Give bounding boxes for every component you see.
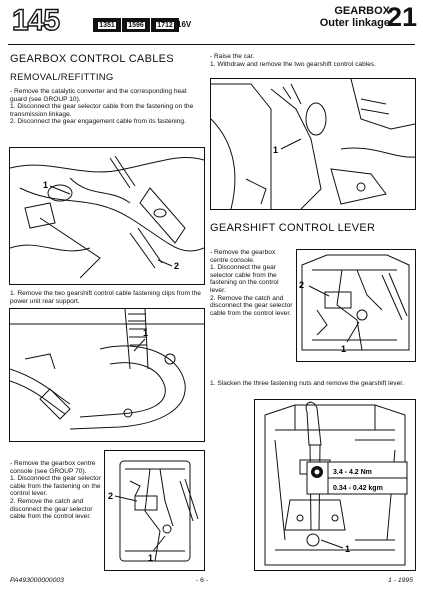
fig6-label-1: 1: [345, 544, 351, 554]
fig4-label-1: 1: [273, 145, 279, 155]
valves-label: 16V: [177, 20, 192, 29]
engine-badge-1: 1351: [93, 18, 121, 32]
engine-badge-3: 1712: [151, 18, 179, 32]
model-logo: 145: [12, 4, 60, 37]
fig1-label-2: 2: [174, 261, 180, 271]
fig1-label-1: 1: [43, 180, 49, 190]
left-intro-text: - Remove the catalytic converter and the corresponding heat guard (see GROUP 10). 1. Disconnect the gear selector cable from the fastening on the transmission linkage. 2. Disconnect the gear engagement cable from its fastening.: [10, 88, 194, 126]
header-rule: [8, 44, 415, 45]
left-step3-text: - Remove the gearbox centre console (see GROUP 70). 1. Disconnect the gear selector cable from the fastening on the control lever. 2. Remove the catch and disconnect the gear selector cable from the control lever.: [10, 460, 101, 521]
subsection-title: Outer linkage: [319, 17, 390, 29]
footer-page: - 6 -: [196, 577, 209, 584]
fig3-label-2: 2: [108, 491, 114, 501]
figure-selector-cables: [9, 147, 205, 285]
group-number: 21: [386, 2, 417, 32]
footer-date: 1 - 1995: [388, 577, 413, 584]
left-title: GEARBOX CONTROL CABLES: [10, 53, 174, 65]
torque-kgm: 0.34 - 0.42 kgm: [333, 485, 383, 492]
right-lever-text: - Remove the gearbox centre console. 1. Disconnect the gear selector cable from the fastening on the control lever. 2. Remove the catch and disconnect the gear selector cable from the control lever.: [210, 249, 293, 317]
figure-underbody-cables: [210, 78, 416, 210]
fig5-label-1: 1: [341, 344, 347, 354]
figure-console-lever: [104, 450, 205, 571]
left-step2-text: 1. Remove the two gearshift control cable fastening clips from the power unit rear support.: [10, 290, 201, 305]
left-subtitle: REMOVAL/REFITTING: [10, 72, 114, 83]
fig3-label-1: 1: [148, 553, 154, 563]
fig5-label-2: 2: [299, 280, 305, 290]
right-top-text: - Raise the car. 1. Withdraw and remove the two gearshift control cables.: [210, 53, 377, 68]
engine-badge-2: 1596: [122, 18, 150, 32]
torque-nm: 3.4 - 4.2 Nm: [333, 469, 372, 476]
figure-rear-support-clips: [9, 308, 205, 442]
right-step-nuts-text: 1. Slacken the three fastening nuts and remove the gearshift lever.: [210, 380, 404, 387]
figure-gearshift-lever: [254, 399, 416, 571]
section-title: GEARBOX: [334, 5, 390, 17]
section-heading: [320, 5, 390, 29]
figure-lever-cables: [296, 249, 416, 362]
footer-code: PA493000000003: [10, 577, 64, 584]
right-title: GEARSHIFT CONTROL LEVER: [210, 222, 376, 234]
fig2-label-1: 1: [143, 328, 149, 338]
